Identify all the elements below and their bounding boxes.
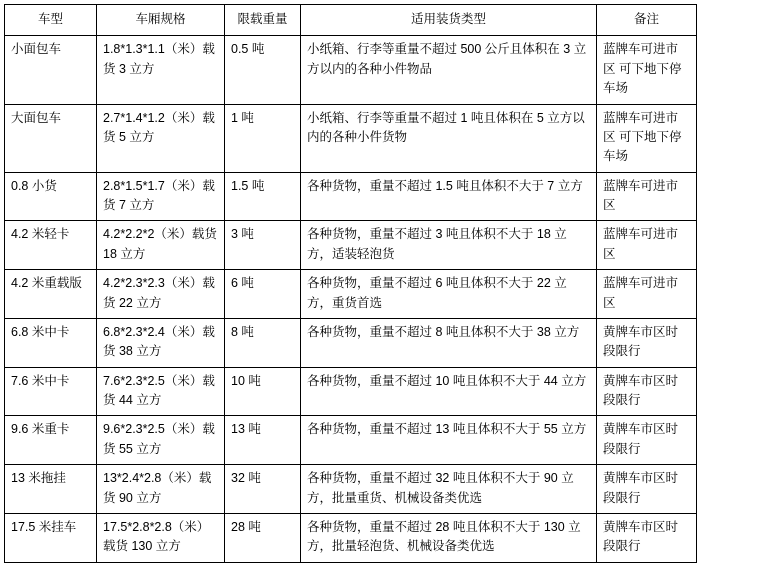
- document-sheet: [0, 4, 766, 555]
- cell-cargo-type: 小纸箱、行李等重量不超过 500 公斤且体积在 3 立方以内的各种小件物品: [301, 36, 597, 104]
- column-header-cabin-spec: 车厢规格: [97, 5, 225, 36]
- cell-cabin-spec: 4.2*2.3*2.3（米）载货 22 立方: [97, 270, 225, 319]
- cell-cabin-spec: 4.2*2.2*2（米）载货 18 立方: [97, 221, 225, 270]
- table-header: [5, 5, 697, 36]
- cell-cargo-type: 各种货物，重量不超过 6 吨且体积不大于 22 立方，重货首选: [301, 270, 597, 319]
- cell-cargo-type: 各种货物，重量不超过 13 吨且体积不大于 55 立方: [301, 416, 597, 465]
- cell-cargo-type: 小纸箱、行李等重量不超过 1 吨且体积在 5 立方以内的各种小件货物: [301, 104, 597, 172]
- cell-remark: 黄牌车市区时段限行: [597, 513, 697, 562]
- cell-load-weight: 0.5 吨: [225, 36, 301, 104]
- cell-vehicle-type: 4.2 米轻卡: [5, 221, 97, 270]
- table-row: [5, 465, 697, 514]
- cell-remark: 黄牌车市区时段限行: [597, 367, 697, 416]
- cell-remark: 黄牌车市区时段限行: [597, 318, 697, 367]
- cell-vehicle-type: 17.5 米挂车: [5, 513, 97, 562]
- column-header-remark: 备注: [597, 5, 697, 36]
- cell-cargo-type: 各种货物，重量不超过 28 吨且体积不大于 130 立方，批量轻泡货、机械设备类优选: [301, 513, 597, 562]
- cell-load-weight: 1.5 吨: [225, 172, 301, 221]
- table-body: [5, 36, 697, 562]
- table-row: [5, 36, 697, 104]
- cell-load-weight: 6 吨: [225, 270, 301, 319]
- table-row: [5, 104, 697, 172]
- cell-cabin-spec: 2.7*1.4*1.2（米）载货 5 立方: [97, 104, 225, 172]
- cell-cabin-spec: 9.6*2.3*2.5（米）载货 55 立方: [97, 416, 225, 465]
- column-header-vehicle-type: 车型: [5, 5, 97, 36]
- table-row: [5, 270, 697, 319]
- cell-cabin-spec: 17.5*2.8*2.8（米）载货 130 立方: [97, 513, 225, 562]
- cell-remark: 蓝牌车可进市区: [597, 270, 697, 319]
- cell-remark: 黄牌车市区时段限行: [597, 416, 697, 465]
- table-row: [5, 367, 697, 416]
- cell-vehicle-type: 9.6 米重卡: [5, 416, 97, 465]
- cell-cabin-spec: 2.8*1.5*1.7（米）载货 7 立方: [97, 172, 225, 221]
- cell-remark: 黄牌车市区时段限行: [597, 465, 697, 514]
- cell-cargo-type: 各种货物，重量不超过 1.5 吨且体积不大于 7 立方: [301, 172, 597, 221]
- cell-cabin-spec: 1.8*1.3*1.1（米）载货 3 立方: [97, 36, 225, 104]
- cell-cargo-type: 各种货物，重量不超过 10 吨且体积不大于 44 立方: [301, 367, 597, 416]
- table-row: [5, 172, 697, 221]
- cell-vehicle-type: 13 米拖挂: [5, 465, 97, 514]
- vehicle-spec-table: [4, 4, 697, 563]
- cell-vehicle-type: 7.6 米中卡: [5, 367, 97, 416]
- table-row: [5, 318, 697, 367]
- cell-vehicle-type: 0.8 小货: [5, 172, 97, 221]
- table-row: [5, 416, 697, 465]
- cell-vehicle-type: 4.2 米重载版: [5, 270, 97, 319]
- cell-load-weight: 10 吨: [225, 367, 301, 416]
- table-row: [5, 221, 697, 270]
- cell-load-weight: 1 吨: [225, 104, 301, 172]
- table-row: [5, 513, 697, 562]
- cell-vehicle-type: 6.8 米中卡: [5, 318, 97, 367]
- cell-remark: 蓝牌车可进市区: [597, 172, 697, 221]
- cell-cargo-type: 各种货物，重量不超过 3 吨且体积不大于 18 立方，适装轻泡货: [301, 221, 597, 270]
- cell-vehicle-type: 大面包车: [5, 104, 97, 172]
- cell-load-weight: 3 吨: [225, 221, 301, 270]
- cell-load-weight: 8 吨: [225, 318, 301, 367]
- cell-load-weight: 28 吨: [225, 513, 301, 562]
- cell-cargo-type: 各种货物，重量不超过 8 吨且体积不大于 38 立方: [301, 318, 597, 367]
- cell-cabin-spec: 13*2.4*2.8（米）载货 90 立方: [97, 465, 225, 514]
- cell-remark: 蓝牌车可进市区: [597, 221, 697, 270]
- cell-cabin-spec: 6.8*2.3*2.4（米）载货 38 立方: [97, 318, 225, 367]
- column-header-cargo-type: 适用装货类型: [301, 5, 597, 36]
- column-header-load-weight: 限载重量: [225, 5, 301, 36]
- cell-remark: 蓝牌车可进市区 可下地下停车场: [597, 36, 697, 104]
- cell-load-weight: 13 吨: [225, 416, 301, 465]
- cell-load-weight: 32 吨: [225, 465, 301, 514]
- cell-remark: 蓝牌车可进市区 可下地下停车场: [597, 104, 697, 172]
- cell-cargo-type: 各种货物，重量不超过 32 吨且体积不大于 90 立方，批量重货、机械设备类优选: [301, 465, 597, 514]
- table-header-row: [5, 5, 697, 36]
- cell-vehicle-type: 小面包车: [5, 36, 97, 104]
- cell-cabin-spec: 7.6*2.3*2.5（米）载货 44 立方: [97, 367, 225, 416]
